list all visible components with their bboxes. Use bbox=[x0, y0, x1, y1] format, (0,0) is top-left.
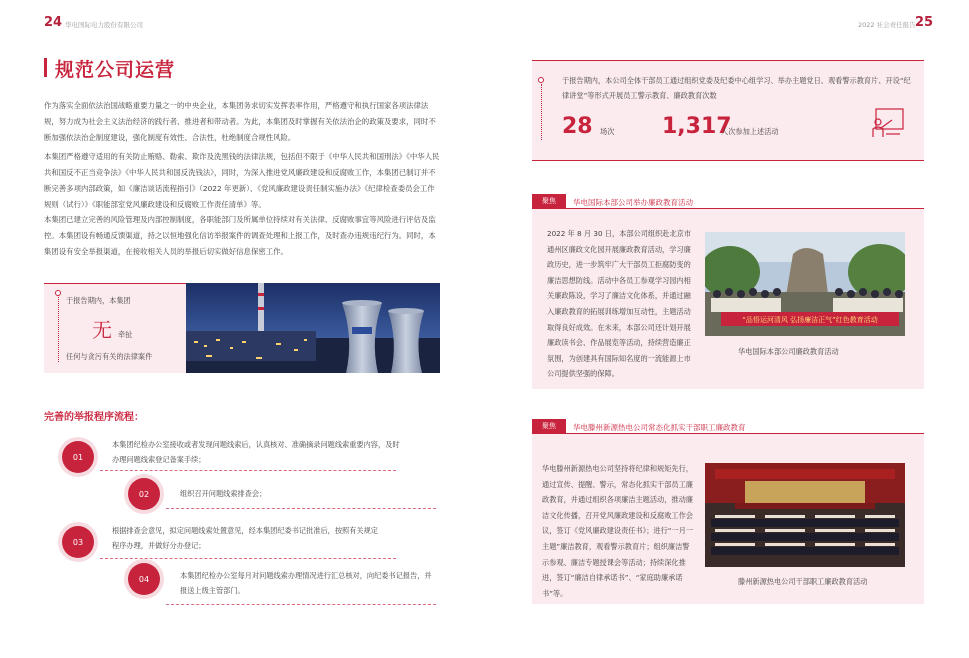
stats-text: 于报告期内，本公司全体干部员工通过组织党委及纪委中心组学习、举办主题党日、观看警示教育片、开设“纪律讲堂”等形式开展员工警示教育、廉政教育次数 bbox=[562, 76, 911, 100]
photo-1-banner: “品悟运河清风 弘扬廉洁正气”红色教育活动 bbox=[742, 316, 878, 324]
section-title-bar bbox=[44, 58, 47, 77]
stat-dot-icon bbox=[55, 290, 61, 296]
classroom-icon bbox=[870, 108, 904, 138]
focus-2-text: 华电滕州新源热电公司坚持将纪律和规矩先行，通过宣传、提醒、警示，常态化抓实干部员工廉政教育，并通过组织各项廉洁主题活动，推动廉洁文化传播，召开党风廉政建设和反腐败工作会议，签订《党风廉政建设责任书》；进行“一月一主题”廉洁教育，观看警示教育片；组织廉洁警示参观、廉洁专题授课会等活动；持续深化推进，签订“廉洁自律承诺书”、“家庭助廉承诺书”等。 bbox=[542, 464, 694, 598]
company-name: 华电国际电力股份有限公司 bbox=[65, 21, 143, 29]
focus-tag-1: 聚焦 bbox=[532, 194, 566, 208]
step-03-text: 根据排查会意见，拟定问题线索处置意见，经本集团纪委书记批准后，按照有关规定程序办理，并做好分办登记； bbox=[112, 526, 378, 550]
step-02-divider bbox=[166, 508, 436, 509]
focus-1-caption: 华电国际本部公司廉政教育活动 bbox=[738, 347, 839, 356]
stat-box-top-line bbox=[44, 283, 186, 284]
step-03-number: 03 bbox=[72, 537, 84, 547]
paragraph-3: 本集团已建立完善的风险管理及内部控制制度，各职能部门及所属单位持续对有关法律、反腐败事宜等风险进行评估及监控。本集团设有畅通反馈渠道，持之以恒地强化信访举报案件的调查处理和上报工作，及时查办违规违纪行为。同时，本集团设有安全举报渠道，在接收相关人员的举报后切实做好信息保密工作。 bbox=[44, 215, 436, 256]
step-04-badge bbox=[128, 563, 160, 595]
sessions-value: 28 bbox=[562, 114, 593, 139]
focus-2-title: 华电滕州新源热电公司常态化抓实干部职工廉政教育 bbox=[573, 423, 746, 432]
step-02-badge bbox=[128, 478, 160, 510]
stats-panel-bottom-line bbox=[532, 160, 924, 161]
step-01-number: 01 bbox=[72, 452, 84, 462]
step-04-text: 本集团纪检办公室每月对问题线索办理情况进行汇总核对，向纪委书记报告，并报送上级主管部门。 bbox=[180, 571, 432, 595]
step-04-number: 04 bbox=[138, 574, 150, 584]
step-01-badge bbox=[62, 441, 94, 473]
step-04-divider bbox=[166, 604, 436, 605]
left-page-number: 24 bbox=[44, 15, 63, 30]
focus-2-caption: 滕州新源热电公司干部职工廉政教育活动 bbox=[738, 577, 868, 586]
people-unit: 人次参加上述活动 bbox=[721, 127, 779, 136]
step-02-text: 组织召开问题线索排查会； bbox=[180, 489, 267, 498]
stat-left-value: 无 bbox=[92, 318, 112, 342]
stats-dotted-line bbox=[541, 84, 542, 140]
step-01-text: 本集团纪检办公室接收或者发现问题线索后，认真核对、准确摘录问题线索重要内容，及时办理问题线索登记备案手续； bbox=[112, 440, 400, 464]
paragraph-1: 作为落实全面依法治国战略重要力量之一的中央企业，本集团务求切实发挥表率作用，严格遵守和执行国家各项法律法规，努力成为社会主义法治经济的践行者、推进者和带动者。为此，本集团及时掌握有关依法治企的政策及要求，同时不断加强依法治企制度建设，强化制度有效性、合法性，杜绝制度合规性风险。 bbox=[44, 101, 436, 142]
stat-left-suffix: 牵扯 bbox=[118, 330, 133, 339]
report-name: 2022 社会责任报告 bbox=[858, 21, 916, 29]
stats-panel-top-line bbox=[532, 60, 924, 61]
paragraph-2: 本集团严格遵守适用的有关防止贿赂、勒索、欺诈及洗黑钱的法律法规，包括但不限于《中华人民共和国刑法》《中华人民共和国反不正当竞争法》《中华人民共和国反洗钱法》，同时，为深入推进党风廉政建设和反腐败工作，本集团已制订并不断完善多项内部政策，如《廉洁谈话流程指引》（2022 年更新）、《党风廉政建设责任制实施办法》《纪律检查委员会工作规则（试行）》《职能部室党风廉政建设和反腐败工作责任清单》等。 bbox=[44, 152, 440, 209]
stat-left-intro: 于报告期内，本集团 bbox=[66, 296, 131, 305]
power-plant-photo bbox=[186, 283, 440, 373]
flow-title: 完善的举报程序流程： bbox=[44, 412, 144, 423]
page-title: 规范公司运营 bbox=[55, 59, 176, 81]
right-page-number: 25 bbox=[915, 15, 934, 30]
focus-1-title: 华电国际本部公司举办廉政教育活动 bbox=[573, 198, 693, 207]
stats-dot-icon bbox=[538, 77, 544, 83]
focus-1-text: 2022 年 8 月 30 日，本部公司组织赴北京市通州区廉政文化园开展廉政教育活动，学习廉政历史，进一步筑牢广大干部员工拒腐防变的廉洁思想防线。活动中各员工参观学习园内相关廉政陈设，学习了廉洁文化体系，并通过融入廉政教育的拓展训练增加互动性，主题活动取得良好成效。在未来，本部公司还计划开展廉政读书会、作品展览等活动，持续营造廉正氛围，为创建具有国际知名度的一流能源上市公司提供坚强的保障。 bbox=[547, 229, 692, 379]
step-03-badge bbox=[62, 526, 94, 558]
sessions-unit: 场次 bbox=[600, 127, 615, 136]
step-02-number: 02 bbox=[138, 489, 150, 499]
focus-tag-2: 聚焦 bbox=[532, 419, 566, 433]
step-01-divider bbox=[100, 470, 396, 471]
meeting-photo-2 bbox=[705, 463, 905, 567]
stat-box-dotted-line bbox=[58, 292, 59, 362]
stat-left-outro: 任何与贪污有关的法律案件 bbox=[66, 352, 153, 361]
people-value: 1,317 bbox=[662, 114, 732, 139]
step-03-divider bbox=[100, 558, 396, 559]
